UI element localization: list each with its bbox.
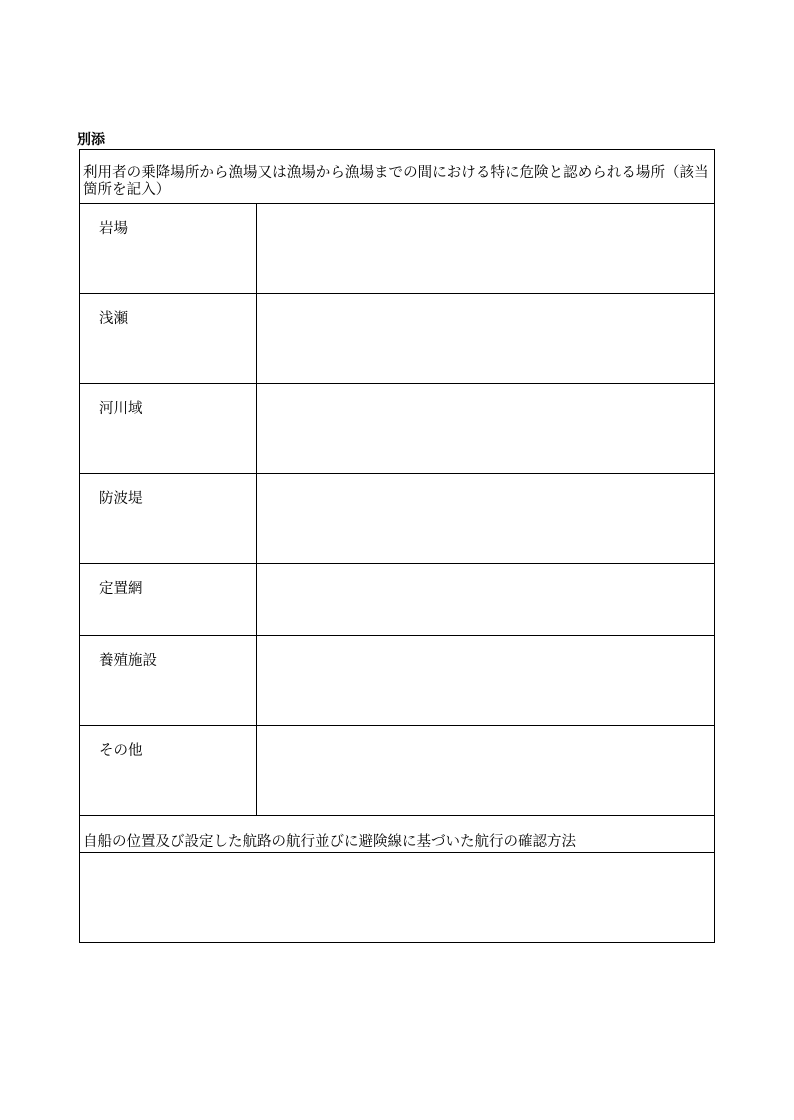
- attachment-label: 別添: [77, 132, 105, 148]
- route-entry-row: [80, 853, 715, 943]
- table-row: [80, 474, 715, 564]
- category-entry-set-net[interactable]: [257, 564, 715, 636]
- table-row: [80, 384, 715, 474]
- category-label-rocky-area: 岩場: [80, 204, 257, 294]
- table-row: [80, 636, 715, 726]
- hazard-header: 利用者の乗降場所から漁場又は漁場から漁場までの間における特に危険と認められる場所（該当箇所を記入）: [80, 150, 715, 204]
- category-label-aquaculture-facility: 養殖施設: [80, 636, 257, 726]
- category-entry-aquaculture-facility[interactable]: [257, 636, 715, 726]
- category-entry-other[interactable]: [257, 726, 715, 816]
- table-row: [80, 204, 715, 294]
- hazard-form-table: [79, 149, 715, 943]
- table-row: [80, 726, 715, 816]
- table-row: [80, 564, 715, 636]
- table-row: [80, 294, 715, 384]
- category-entry-rocky-area[interactable]: [257, 204, 715, 294]
- route-confirmation-header: 自船の位置及び設定した航路の航行並びに避険線に基づいた航行の確認方法: [80, 816, 715, 853]
- category-entry-shallows[interactable]: [257, 294, 715, 384]
- route-confirmation-entry[interactable]: [80, 853, 715, 943]
- category-label-shallows: 浅瀬: [80, 294, 257, 384]
- hazard-header-row: [80, 150, 715, 204]
- category-entry-breakwater[interactable]: [257, 474, 715, 564]
- category-entry-river-area[interactable]: [257, 384, 715, 474]
- category-label-other: その他: [80, 726, 257, 816]
- category-label-breakwater: 防波堤: [80, 474, 257, 564]
- category-label-set-net: 定置網: [80, 564, 257, 636]
- category-label-river-area: 河川域: [80, 384, 257, 474]
- route-header-row: [80, 816, 715, 853]
